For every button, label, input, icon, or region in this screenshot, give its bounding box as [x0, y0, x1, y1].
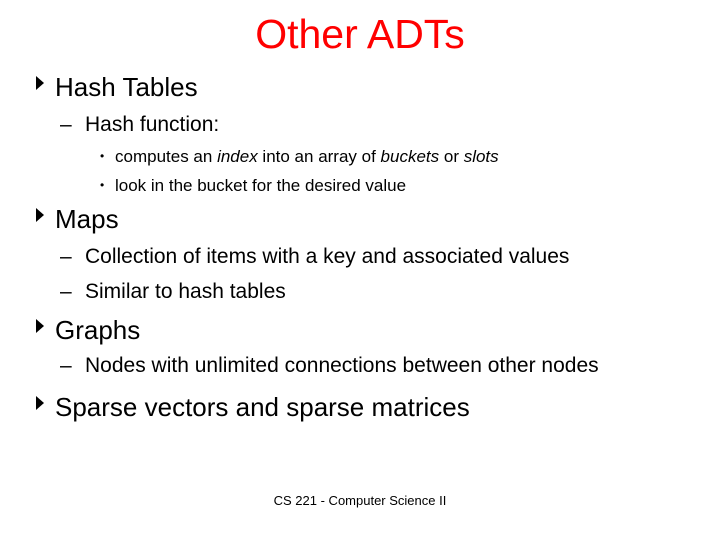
triangle-right-icon: [36, 319, 44, 333]
italic-term: buckets: [380, 147, 440, 166]
bullet-label: Sparse vectors and sparse matrices: [55, 392, 470, 422]
sub-bullet-label: Similar to hash tables: [85, 280, 286, 303]
dot-marker: •: [100, 178, 105, 192]
text-fragment: computes an: [115, 147, 218, 166]
dot-marker: •: [100, 149, 105, 163]
bullet-maps: [36, 204, 119, 234]
sub-bullet-collection: [60, 244, 569, 270]
italic-term: index: [217, 147, 258, 166]
sub-sub-bullet-computes-index: [100, 145, 499, 168]
italic-term: slots: [463, 147, 499, 166]
sub-bullet-label: Hash function:: [85, 113, 220, 136]
bullet-label: Maps: [55, 204, 119, 234]
sub-bullet-nodes: [60, 353, 599, 379]
dash-marker: –: [60, 280, 72, 303]
sub-sub-bullet-label: look in the bucket for the desired value: [115, 176, 407, 195]
bullet-label: Graphs: [55, 315, 141, 345]
text-fragment: or: [439, 147, 464, 166]
sub-sub-bullet-look-in-bucket: [100, 174, 406, 197]
dash-marker: –: [60, 354, 72, 377]
slide-footer: CS 221 - Computer Science II: [273, 493, 447, 508]
sub-bullet-label: Collection of items with a key and associated values: [85, 245, 570, 268]
bullet-label: Hash Tables: [55, 72, 198, 102]
sub-bullet-similar: [60, 279, 286, 305]
dash-marker: –: [60, 245, 72, 268]
sub-bullet-hash-function: [60, 112, 219, 138]
triangle-right-icon: [36, 396, 44, 410]
triangle-right-icon: [36, 208, 44, 222]
text-fragment: into an array of: [257, 147, 381, 166]
triangle-right-icon: [36, 76, 44, 90]
bullet-graphs: [36, 315, 140, 345]
sub-bullet-label: Nodes with unlimited connections between other nodes: [85, 354, 599, 377]
slide-title: Other ADTs: [255, 11, 465, 57]
bullet-sparse: [36, 392, 470, 422]
dash-marker: –: [60, 113, 72, 136]
bullet-hash-tables: [36, 72, 198, 102]
